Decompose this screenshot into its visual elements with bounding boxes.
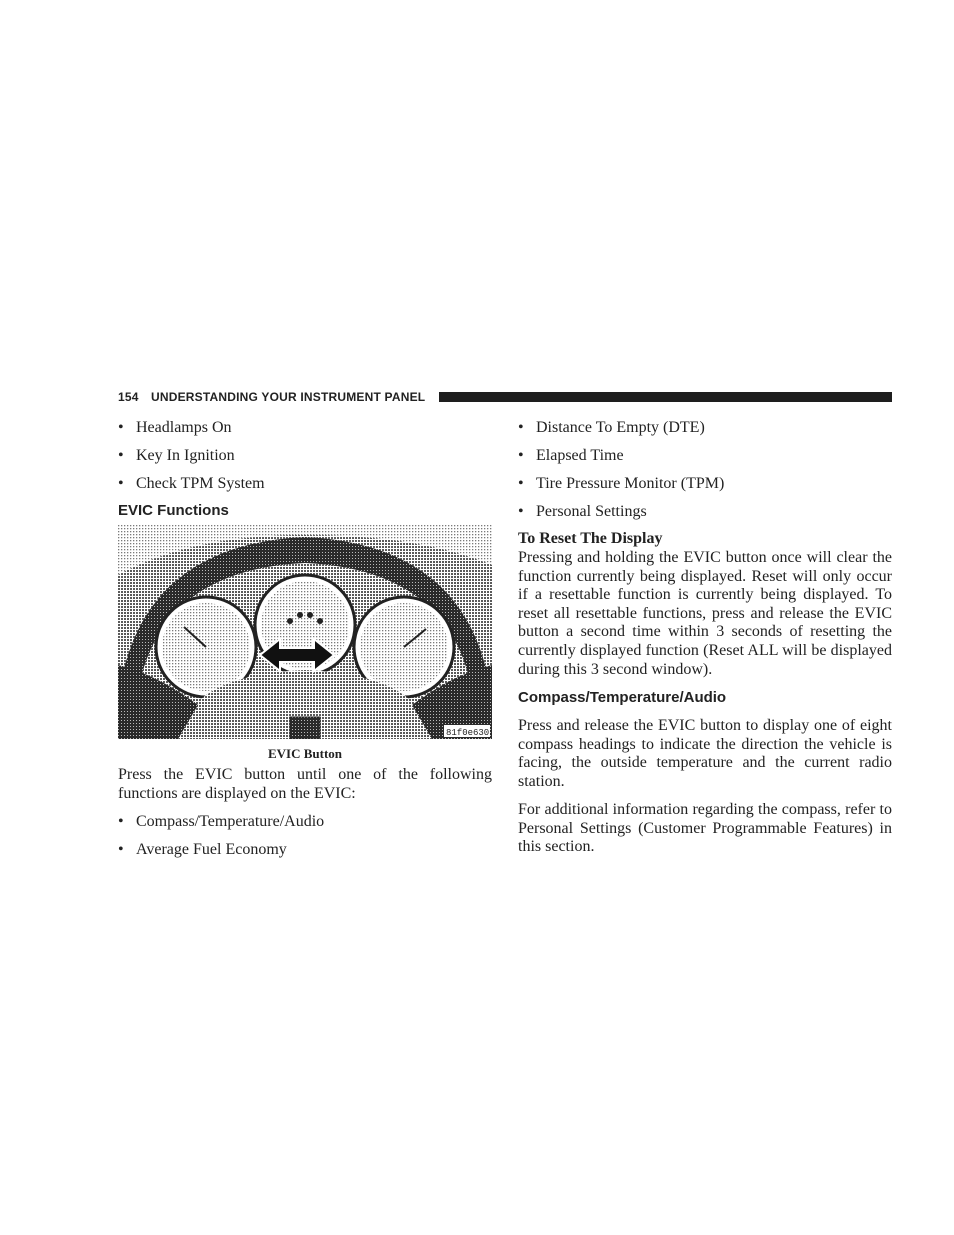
list-item: • Compass/Temperature/Audio <box>118 813 325 830</box>
list-item: • Distance To Empty (DTE) <box>518 419 705 436</box>
page-header-title: UNDERSTANDING YOUR INSTRUMENT PANEL <box>151 390 426 404</box>
list-item: • Key In Ignition <box>118 447 235 464</box>
page-header <box>118 389 892 407</box>
list-item: • Tire Pressure Monitor (TPM) <box>518 475 725 492</box>
additional-info-paragraph: For additional information regarding the compass, refer to Personal Settings (Customer Programmable Features) in this section. <box>518 801 892 856</box>
list-item: • Personal Settings <box>518 503 647 520</box>
list-item: • Check TPM System <box>118 475 265 492</box>
list-item: • Elapsed Time <box>518 447 624 464</box>
figure-code: 81f0e630 <box>446 728 490 738</box>
list-item: • Average Fuel Economy <box>118 841 287 858</box>
figure-caption: EVIC Button <box>267 746 343 761</box>
intro-paragraph: Press the EVIC button until one of the following functions are displayed on the EVIC: <box>118 766 492 802</box>
reset-paragraph: Pressing and holding the EVIC button once will clear the function currently being displayed. Reset will only occur if a resettable function is currently being displayed. To reset all resettable functions, press and release the EVIC button a second time within 3 seconds of resetting the currently displayed function (Reset ALL will be displayed during this 3 second window). <box>518 549 892 678</box>
compass-paragraph: Press and release the EVIC button to display one of eight compass headings to indicate the direction the vehicle is facing, the outside temperature and the current radio station. <box>518 717 892 790</box>
steering-wheel-cluster-icon <box>118 525 492 739</box>
header-rule <box>439 392 892 402</box>
section-heading-reset-display: To Reset The Display <box>518 530 663 547</box>
section-heading-evic-functions: EVIC Functions <box>118 502 229 519</box>
page-number: 154 <box>118 390 139 404</box>
section-heading-compass: Compass/Temperature/Audio <box>518 689 727 706</box>
evic-figure <box>118 525 492 739</box>
list-item: • Headlamps On <box>118 419 232 436</box>
